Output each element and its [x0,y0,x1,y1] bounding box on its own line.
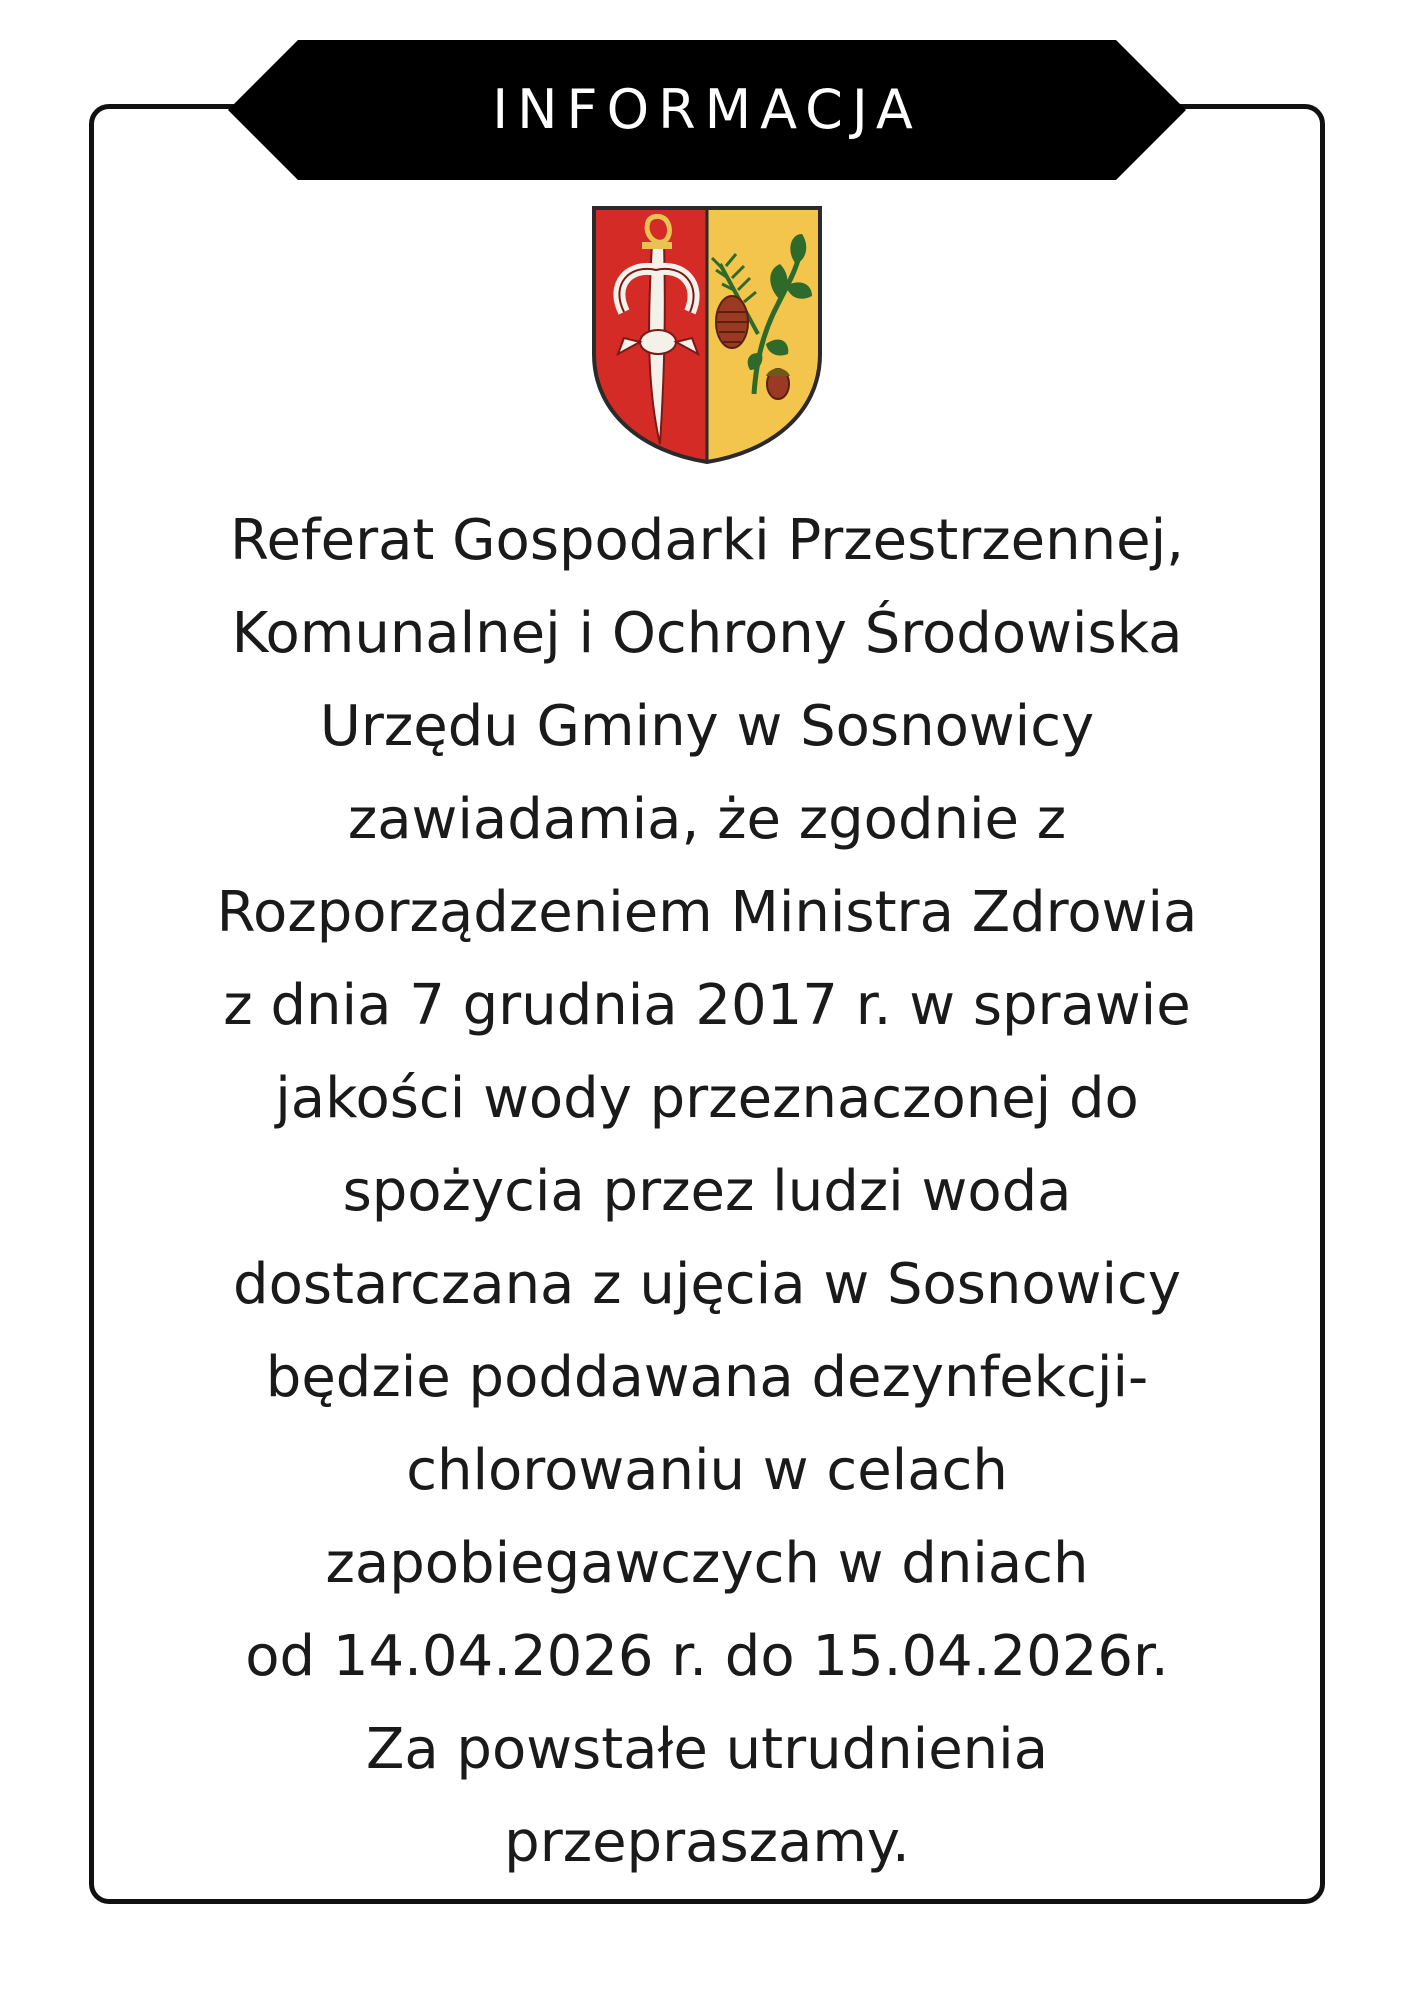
notice-text [120,494,1294,1889]
notice-line: Urzędu Gminy w Sosnowicy [319,694,1095,759]
banner-title: INFORMACJA [492,78,922,141]
notice-line: zapobiegawczych w dniach [325,1531,1089,1596]
notice-line: dostarczana z ujęcia w Sosnowicy [233,1252,1181,1317]
notice-line: chlorowaniu w celach [406,1438,1008,1503]
notice-line: będzie poddawana dezynfekcji- [265,1345,1149,1410]
notice-line: zawiadamia, że zgodnie z [347,787,1067,852]
banner [228,40,1186,180]
notice-line: spożycia przez ludzi woda [342,1159,1072,1224]
notice-line: Referat Gospodarki Przestrzennej, [230,508,1184,573]
notice-line: Komunalnej i Ochrony Środowiska [231,601,1183,666]
notice-line: z dnia 7 grudnia 2017 r. w sprawie [223,973,1191,1038]
notice-line: jakości wody przeznaczonej do [275,1066,1139,1131]
notice-line: przepraszamy. [504,1810,910,1875]
notice-line: Za powstałe utrudnienia [365,1717,1049,1782]
notice-line: od 14.04.2026 r. do 15.04.2026r. [245,1624,1169,1689]
notice-line: Rozporządzeniem Ministra Zdrowia [216,880,1198,945]
municipal-coat-of-arms [590,204,824,466]
